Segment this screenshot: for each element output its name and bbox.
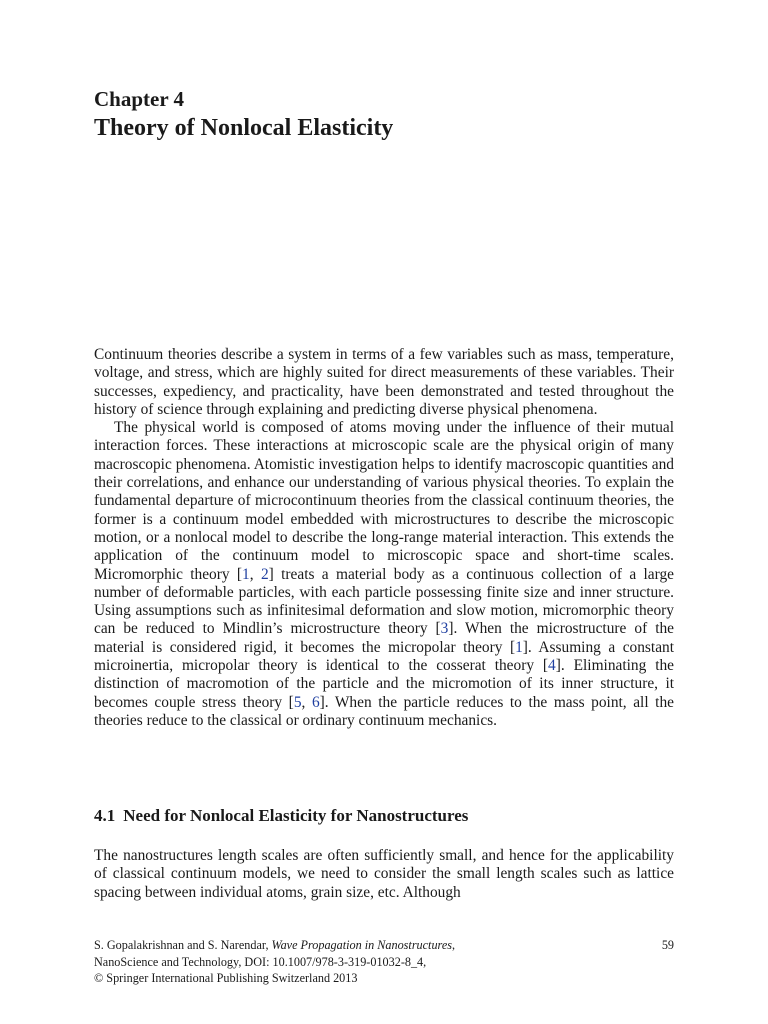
citation-link[interactable]: 6 xyxy=(311,693,320,711)
footer-citation xyxy=(94,937,674,954)
footer-book-title: Wave Propagation in Nanostructures xyxy=(271,938,452,952)
citation-link[interactable]: 3 xyxy=(440,620,449,638)
citation-link[interactable]: 5 xyxy=(293,693,302,711)
chapter-intro xyxy=(94,346,674,730)
second-paragraph xyxy=(94,419,674,730)
citation-link[interactable]: 4 xyxy=(548,657,556,675)
section-heading xyxy=(94,805,468,827)
footer-authors-end: , xyxy=(451,938,456,952)
citation-link[interactable]: 2 xyxy=(260,565,269,583)
intro-paragraph: Continuum theories describe a system in terms of a few variables such as mass, temperature, voltage, and stress, which are highly suited for direct measurements of these variables. Their successes, expediency, and practicality, have been demonstrated and tested throughout the history of science through explaining and predicting diverse physical phenomena. xyxy=(94,346,674,418)
footer-series-doi: NanoScience and Technology, DOI: 10.1007/978-3-319-01032-8_4, xyxy=(94,954,427,969)
citation-separator: , xyxy=(249,565,261,583)
page-footer xyxy=(94,937,674,987)
paragraph-text: ]. When the microstructure of the material is considered rigid, it becomes the micropolar theory [ xyxy=(94,620,674,656)
section-number: 4.1 xyxy=(94,806,116,825)
paragraph-text: ]. Assuming a constant microinertia, micropolar theory is identical to the cosserat theory [ xyxy=(94,638,674,675)
paragraph-text: ]. Eliminating the distinction of macromotion of the particle and the micromotion of its inner structure, it becomes couple stress theory [ xyxy=(94,657,674,711)
footer-copyright: © Springer International Publishing Switzerland 2013 xyxy=(94,971,358,985)
paragraph-text: The physical world is composed of atoms moving under the influence of their mutual interaction forces. These interactions at microscopic scale are the physical origin of many macroscopic phenomena. Atomistic investigation helps to identify macroscopic quantities and their correlations, and enhance our understanding of various physical theories. To explain the fundamental departure of microcontinuum theories from the classical continuum theories, the former is a continuum model embedded with microstructures to describe the microscopic motion, or a nonlocal model to describe the long-range material interaction. This extends the application of the continuum model to microscopic space and short-time scales. Micromorphic theory [ xyxy=(94,419,674,583)
page-number: 59 xyxy=(661,938,674,952)
section-title: Need for Nonlocal Elasticity for Nanostructures xyxy=(123,806,469,825)
chapter-title: Theory of Nonlocal Elasticity xyxy=(94,115,394,141)
paragraph-text: ]. When the particle reduces to the mass point, all the theories reduce to the classical or ordinary continuum mechanics. xyxy=(94,693,674,729)
citation-separator: , xyxy=(301,693,312,711)
footer-authors: S. Gopalakrishnan and S. Narendar, xyxy=(94,938,272,952)
section-paragraph: The nanostructures length scales are often sufficiently small, and hence for the applicability of classical continuum models, we need to consider the small length scales such as lattice spacing between individual atoms, grain size, etc. Although xyxy=(94,847,674,901)
citation-link[interactable]: 1 xyxy=(242,565,250,583)
section-body xyxy=(94,847,674,902)
chapter-label: Chapter 4 xyxy=(94,87,185,111)
citation-link[interactable]: 1 xyxy=(515,638,523,656)
paragraph-text: ] treats a material body as a continuous collection of a large number of deformable particles, with each particle possessing finite size and inner structure. Using assumptions such as infinitesimal deformation and slow motion, micromorphic theory can be reduced to Mindlin’s microstructure theory [ xyxy=(94,565,674,638)
